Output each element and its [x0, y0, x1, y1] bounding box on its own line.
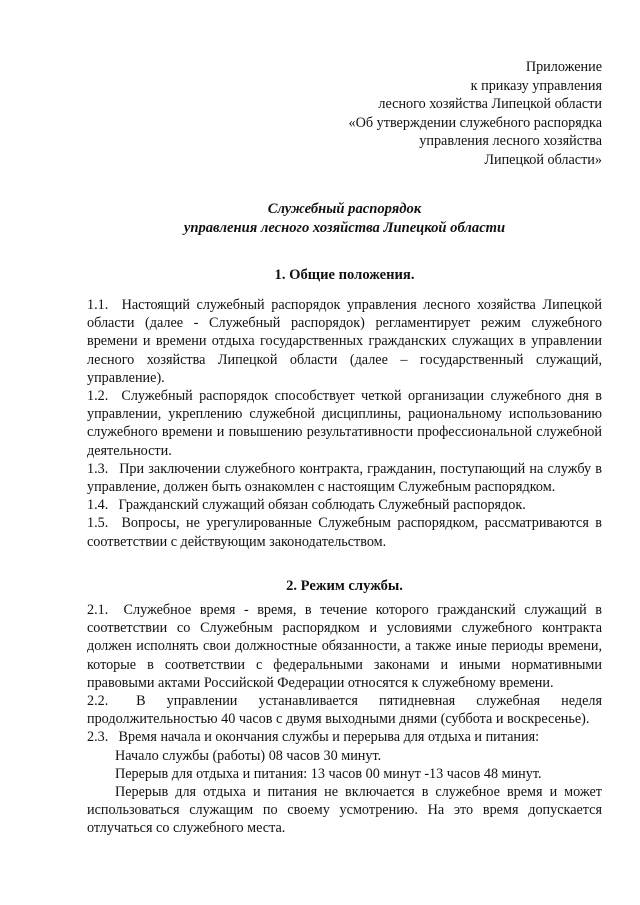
appendix-block — [349, 58, 602, 170]
service-start-line: Начало службы (работы) 08 часов 30 минут. — [115, 747, 382, 764]
section-1-body — [87, 296, 602, 551]
clause-number: 2.1. — [87, 602, 109, 618]
clause-text: Гражданский служащий обязан соблюдать Служебный распорядок. — [118, 497, 526, 514]
clause-text: Служебное время - время, в течение которого гражданский служащий в соответствии со Служебным распорядком и условиями служебного контракта должен исполнять свои должностные обязанности, а также иные периоды времени, которые в соответствии с федеральными законами и иными нормативными правовыми актами Российской Федерации относятся к служебному времени. — [87, 602, 602, 691]
clause-1-5 — [87, 514, 602, 550]
appendix-line: Приложение — [525, 59, 602, 75]
clause-number: 2.3. — [87, 729, 109, 746]
clause-text: При заключении служебного контракта, гражданин, поступающий на службу в управление, должен быть ознакомлен с настоящим Служебным распорядком. — [87, 460, 603, 496]
clause-1-1 — [87, 296, 602, 387]
clause-1-3 — [87, 460, 602, 496]
clause-number: 1.3. — [87, 460, 109, 477]
clause-text: Служебный распорядок способствует четкой организации служебного дня в управлении, укреплению служебной дисциплины, рациональному использованию служебного времени и повышению результативности профессиональной служебной деятельности. — [87, 388, 602, 459]
title-line: Служебный распорядок — [267, 201, 422, 217]
break-time-line: Перерыв для отдыха и питания: 13 часов 00 минут -13 часов 48 минут. — [115, 765, 542, 782]
section-1-heading: 1. Общие положения. — [274, 267, 415, 283]
appendix-line: лесного хозяйства Липецкой области — [378, 96, 602, 113]
appendix-line: Липецкой области» — [484, 151, 602, 168]
clause-2-1 — [87, 601, 602, 692]
clause-1-4 — [87, 496, 602, 514]
document-title — [87, 200, 602, 238]
clause-text: Настоящий служебный распорядок управления лесного хозяйства Липецкой области (далее - Служебный распорядок) регламентирует режим служебного времени и времени отдыха государственных гражданских служащих в управлении лесного хозяйства Липецкой области (далее – государственный служащий, управление). — [87, 297, 603, 386]
title-line: управления лесного хозяйства Липецкой области — [183, 220, 506, 236]
clause-2-3 — [87, 728, 602, 746]
break-note: Перерыв для отдыха и питания не включается в служебное время и может использоваться служащим по своему усмотрению. На это время допускается отлучаться со служебного места. — [87, 784, 602, 837]
appendix-line: «Об утверждении служебного распорядка — [348, 114, 602, 131]
section-2-body — [87, 601, 602, 838]
clause-number: 1.1. — [87, 297, 109, 313]
appendix-line: к приказу управления — [470, 77, 602, 94]
appendix-line: управления лесного хозяйства — [419, 133, 602, 150]
clause-number: 1.4. — [87, 497, 109, 514]
clause-number: 1.2. — [87, 388, 109, 405]
clause-1-2 — [87, 387, 602, 460]
clause-text: В управлении устанавливается пятидневная служебная неделя продолжительностью 40 часов с двумя выходными днями (суббота и воскресенье). — [87, 693, 602, 728]
clause-text: Время начала и окончания службы и перерыва для отдыха и питания: — [118, 729, 540, 746]
clause-2-2 — [87, 692, 602, 728]
clause-text: Вопросы, не урегулированные Служебным распорядком, рассматриваются в соответствии с действующим законодательством. — [87, 515, 602, 550]
section-2-heading: 2. Режим службы. — [286, 578, 403, 594]
clause-number: 2.2. — [87, 693, 109, 710]
clause-number: 1.5. — [87, 515, 109, 532]
